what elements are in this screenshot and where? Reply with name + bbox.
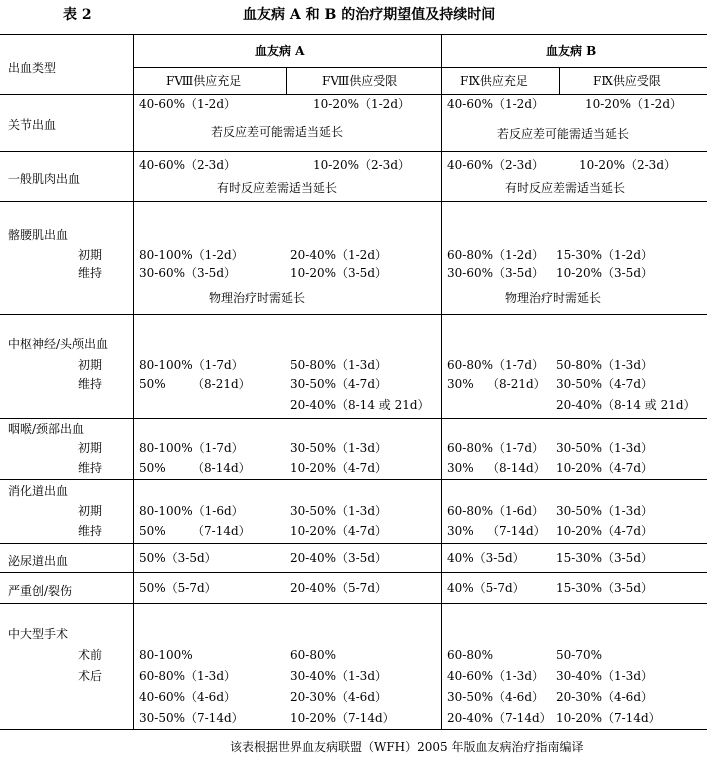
cell: 20-40%（8-14 或 21d） xyxy=(290,398,430,412)
cell: 10-20%（3-5d） xyxy=(290,266,388,280)
cell: 50% xyxy=(139,461,166,475)
cell: 20-40%（5-7d） xyxy=(290,581,388,595)
cell: 10-20%（4-7d） xyxy=(290,461,388,475)
row-sublabel: 初期 xyxy=(78,504,103,518)
note: 物理治疗时需延长 xyxy=(209,291,306,305)
cell: （7-14d） xyxy=(487,524,546,538)
cell: 60-80%（1-6d） xyxy=(447,504,545,518)
row-label: 中枢神经/头颅出血 xyxy=(8,337,109,351)
header-fix-limited: FⅨ供应受限 xyxy=(593,74,661,88)
header-bleeding-type: 出血类型 xyxy=(8,61,57,75)
cell: 80-100%（1-7d） xyxy=(139,358,244,372)
cell: 60-80%（1-2d） xyxy=(447,248,545,262)
cell: 50-70% xyxy=(556,648,602,662)
cell: 10-20%（1-2d） xyxy=(585,97,683,111)
row-label: 泌尿道出血 xyxy=(8,554,69,568)
cell: 30-50%（1-3d） xyxy=(556,504,654,518)
cell: 20-40%（8-14 或 21d） xyxy=(556,398,696,412)
cell: 10-20%（3-5d） xyxy=(556,266,654,280)
table-title: 血友病 A 和 B 的治疗期望值及持续时间 xyxy=(243,7,496,23)
cell: 20-30%（4-6d） xyxy=(556,690,654,704)
cell: 40-60%（1-2d） xyxy=(139,97,237,111)
cell: 10-20%（4-7d） xyxy=(556,524,654,538)
row-label: 消化道出血 xyxy=(8,484,69,498)
note: 有时反应差需适当延长 xyxy=(505,181,626,195)
cell: 30-60%（3-5d） xyxy=(447,266,545,280)
table-label: 表 2 xyxy=(63,7,92,23)
row-label: 关节出血 xyxy=(8,118,57,132)
cell: 40-60%（2-3d） xyxy=(447,158,545,172)
cell: 20-30%（4-6d） xyxy=(290,690,388,704)
cell: 30-50%（1-3d） xyxy=(556,441,654,455)
row-sublabel: 维持 xyxy=(78,461,103,475)
cell: 80-100%（1-7d） xyxy=(139,441,244,455)
cell: 30-50%（4-7d） xyxy=(556,377,654,391)
cell: 80-100%（1-6d） xyxy=(139,504,244,518)
cell: 50% xyxy=(139,377,166,391)
row-sublabel: 维持 xyxy=(78,266,103,280)
cell: 40%（3-5d） xyxy=(447,551,525,565)
cell: 10-20%（4-7d） xyxy=(556,461,654,475)
row-sublabel: 术后 xyxy=(78,669,103,683)
row-sublabel: 维持 xyxy=(78,377,103,391)
row-label: 咽喉/颈部出血 xyxy=(8,422,85,436)
note: 若反应差可能需适当延长 xyxy=(497,127,630,141)
footnote: 该表根据世界血友病联盟（WFH）2005 年版血友病治疗指南编译 xyxy=(230,740,584,754)
header-fviii-ample: FⅧ供应充足 xyxy=(166,74,242,88)
cell: 30-50%（4-6d） xyxy=(447,690,545,704)
cell: 15-30%（1-2d） xyxy=(556,248,654,262)
cell: 30-40%（1-3d） xyxy=(290,669,388,683)
cell: 20-40%（7-14d） xyxy=(447,711,552,725)
cell: 50%（5-7d） xyxy=(139,581,217,595)
cell: 15-30%（3-5d） xyxy=(556,551,654,565)
cell: 30-40%（1-3d） xyxy=(556,669,654,683)
cell: 10-20%（2-3d） xyxy=(579,158,677,172)
cell: 80-100%（1-2d） xyxy=(139,248,244,262)
cell: 10-20%（7-14d） xyxy=(556,711,661,725)
cell: 30-60%（3-5d） xyxy=(139,266,237,280)
cell: 30% xyxy=(447,377,474,391)
cell: 20-40%（1-2d） xyxy=(290,248,388,262)
cell: 30-50%（7-14d） xyxy=(139,711,244,725)
cell: 10-20%（4-7d） xyxy=(290,524,388,538)
header-hemophilia-b: 血友病 B xyxy=(546,44,597,58)
note: 有时反应差需适当延长 xyxy=(217,181,338,195)
cell: 15-30%（3-5d） xyxy=(556,581,654,595)
note: 物理治疗时需延长 xyxy=(505,291,602,305)
note: 若反应差可能需适当延长 xyxy=(211,125,344,139)
cell: 30-50%（1-3d） xyxy=(290,441,388,455)
cell: 40-60%（2-3d） xyxy=(139,158,237,172)
cell: 60-80%（1-3d） xyxy=(139,669,237,683)
row-sublabel: 初期 xyxy=(78,358,103,372)
cell: 50-80%（1-3d） xyxy=(290,358,388,372)
cell: 60-80% xyxy=(290,648,336,662)
row-label: 髂腰肌出血 xyxy=(8,228,69,242)
cell: 50%（3-5d） xyxy=(139,551,217,565)
cell: 40-60%（1-2d） xyxy=(447,97,545,111)
cell: 80-100% xyxy=(139,648,193,662)
cell: （8-14d） xyxy=(487,461,546,475)
cell: 40-60%（1-3d） xyxy=(447,669,545,683)
cell: 60-80% xyxy=(447,648,493,662)
cell: （7-14d） xyxy=(192,524,251,538)
row-sublabel: 初期 xyxy=(78,441,103,455)
row-sublabel: 维持 xyxy=(78,524,103,538)
cell: 10-20%（7-14d） xyxy=(290,711,395,725)
cell: （8-21d） xyxy=(192,377,251,391)
cell: 30% xyxy=(447,524,474,538)
cell: 30% xyxy=(447,461,474,475)
row-label: 一般肌肉出血 xyxy=(8,172,81,186)
header-fviii-limited: FⅧ供应受限 xyxy=(322,74,398,88)
cell: （8-21d） xyxy=(487,377,546,391)
row-label: 严重创/裂伤 xyxy=(8,584,73,598)
cell: 10-20%（1-2d） xyxy=(313,97,411,111)
cell: 10-20%（2-3d） xyxy=(313,158,411,172)
cell: 20-40%（3-5d） xyxy=(290,551,388,565)
cell: 50% xyxy=(139,524,166,538)
header-hemophilia-a: 血友病 A xyxy=(255,44,305,58)
cell: 30-50%（4-7d） xyxy=(290,377,388,391)
cell: 30-50%（1-3d） xyxy=(290,504,388,518)
cell: 40-60%（4-6d） xyxy=(139,690,237,704)
cell: 60-80%（1-7d） xyxy=(447,358,545,372)
row-sublabel: 术前 xyxy=(78,648,103,662)
row-sublabel: 初期 xyxy=(78,248,103,262)
cell: 50-80%（1-3d） xyxy=(556,358,654,372)
cell: 60-80%（1-7d） xyxy=(447,441,545,455)
cell: （8-14d） xyxy=(192,461,251,475)
row-label: 中大型手术 xyxy=(8,627,69,641)
cell: 40%（5-7d） xyxy=(447,581,525,595)
header-fix-ample: FⅨ供应充足 xyxy=(460,74,528,88)
